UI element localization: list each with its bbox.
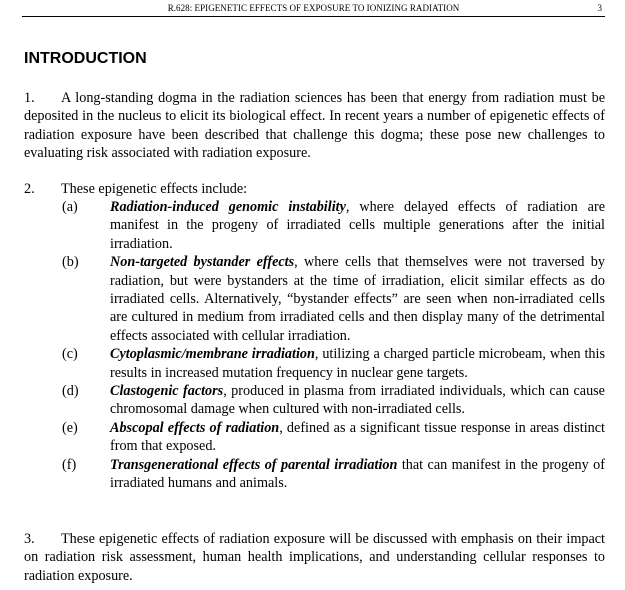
list-item [62,253,605,345]
item-text: that can manifest in the progeny of irradiated humans and animals. [110,456,605,492]
paragraph-2-lead [24,180,605,198]
paragraph-number: 3. [24,531,35,547]
item-marker: (b) [62,254,79,271]
item-text: , utilizing a charged particle microbeam, when this results in increased mutation frequency in nuclear gene targets. [110,346,605,381]
paragraph-number: 2. [24,181,35,197]
item-text: , defined as a significant tissue response in areas distinct from that exposed. [110,419,606,455]
paragraph-text: These epigenetic effects include: [61,181,248,197]
list-item [62,419,605,456]
running-title: R.628: EPIGENETIC EFFECTS OF EXPOSURE TO IONIZING RADIATION [167,3,460,13]
section-heading: INTRODUCTION [24,50,147,67]
item-marker: (a) [62,199,78,215]
item-term: Non-targeted bystander effects [110,254,295,271]
item-text: , where delayed effects of radiation are manifest in the progeny of irradiated cells multiple generations after the initial irradiation. [110,199,605,252]
list-item [62,456,605,493]
item-marker: (d) [62,383,79,400]
paragraph-1 [24,89,605,163]
paragraph-number: 1. [24,90,35,106]
list-item [62,198,605,253]
item-term: Clastogenic factors [110,383,224,400]
list-item [62,382,605,419]
item-term: Abscopal effects of radiation [110,419,280,436]
item-term: Transgenerational effects of parental irradiation [110,456,398,473]
effects-list [62,198,605,493]
page-number: 3 [597,3,602,13]
item-text: , where cells that themselves were not traversed by radiation, but were bystanders at the time of irradiation, elicit similar effects as do irradiated cells. Alternatively, “bystander effects” are seen when non-irradiated cells are cultured in medium from irradiated cells and then display many of the detrimental effects associated with cellular irradiation. [110,254,605,344]
item-term: Cytoplasmic/membrane irradiation [110,346,315,363]
item-text: , produced in plasma from irradiated individuals, which can cause chromosomal damage when cultured with non-irradiated cells. [110,383,605,418]
paragraph-text: A long-standing dogma in the radiation sciences has been that energy from radiation must be deposited in the nucleus to elicit its biological effect. In recent years a number of epigenetic effects of radiation exposure have been described that challenge this dogma; these pose new challenges to evaluating risk associated with radiation exposure. [24,90,605,162]
list-item [62,345,605,382]
item-marker: (f) [62,456,77,473]
item-marker: (c) [62,346,78,363]
item-marker: (e) [62,419,78,436]
running-header [22,2,605,17]
paragraph-text: These epigenetic effects of radiation exposure will be discussed with emphasis on their impact on radiation risk assessment, human health implications, and understanding cellular responses to radiation exposure. [24,531,605,584]
item-term: Radiation-induced genomic instability [110,199,346,215]
paragraph-3 [24,530,605,585]
